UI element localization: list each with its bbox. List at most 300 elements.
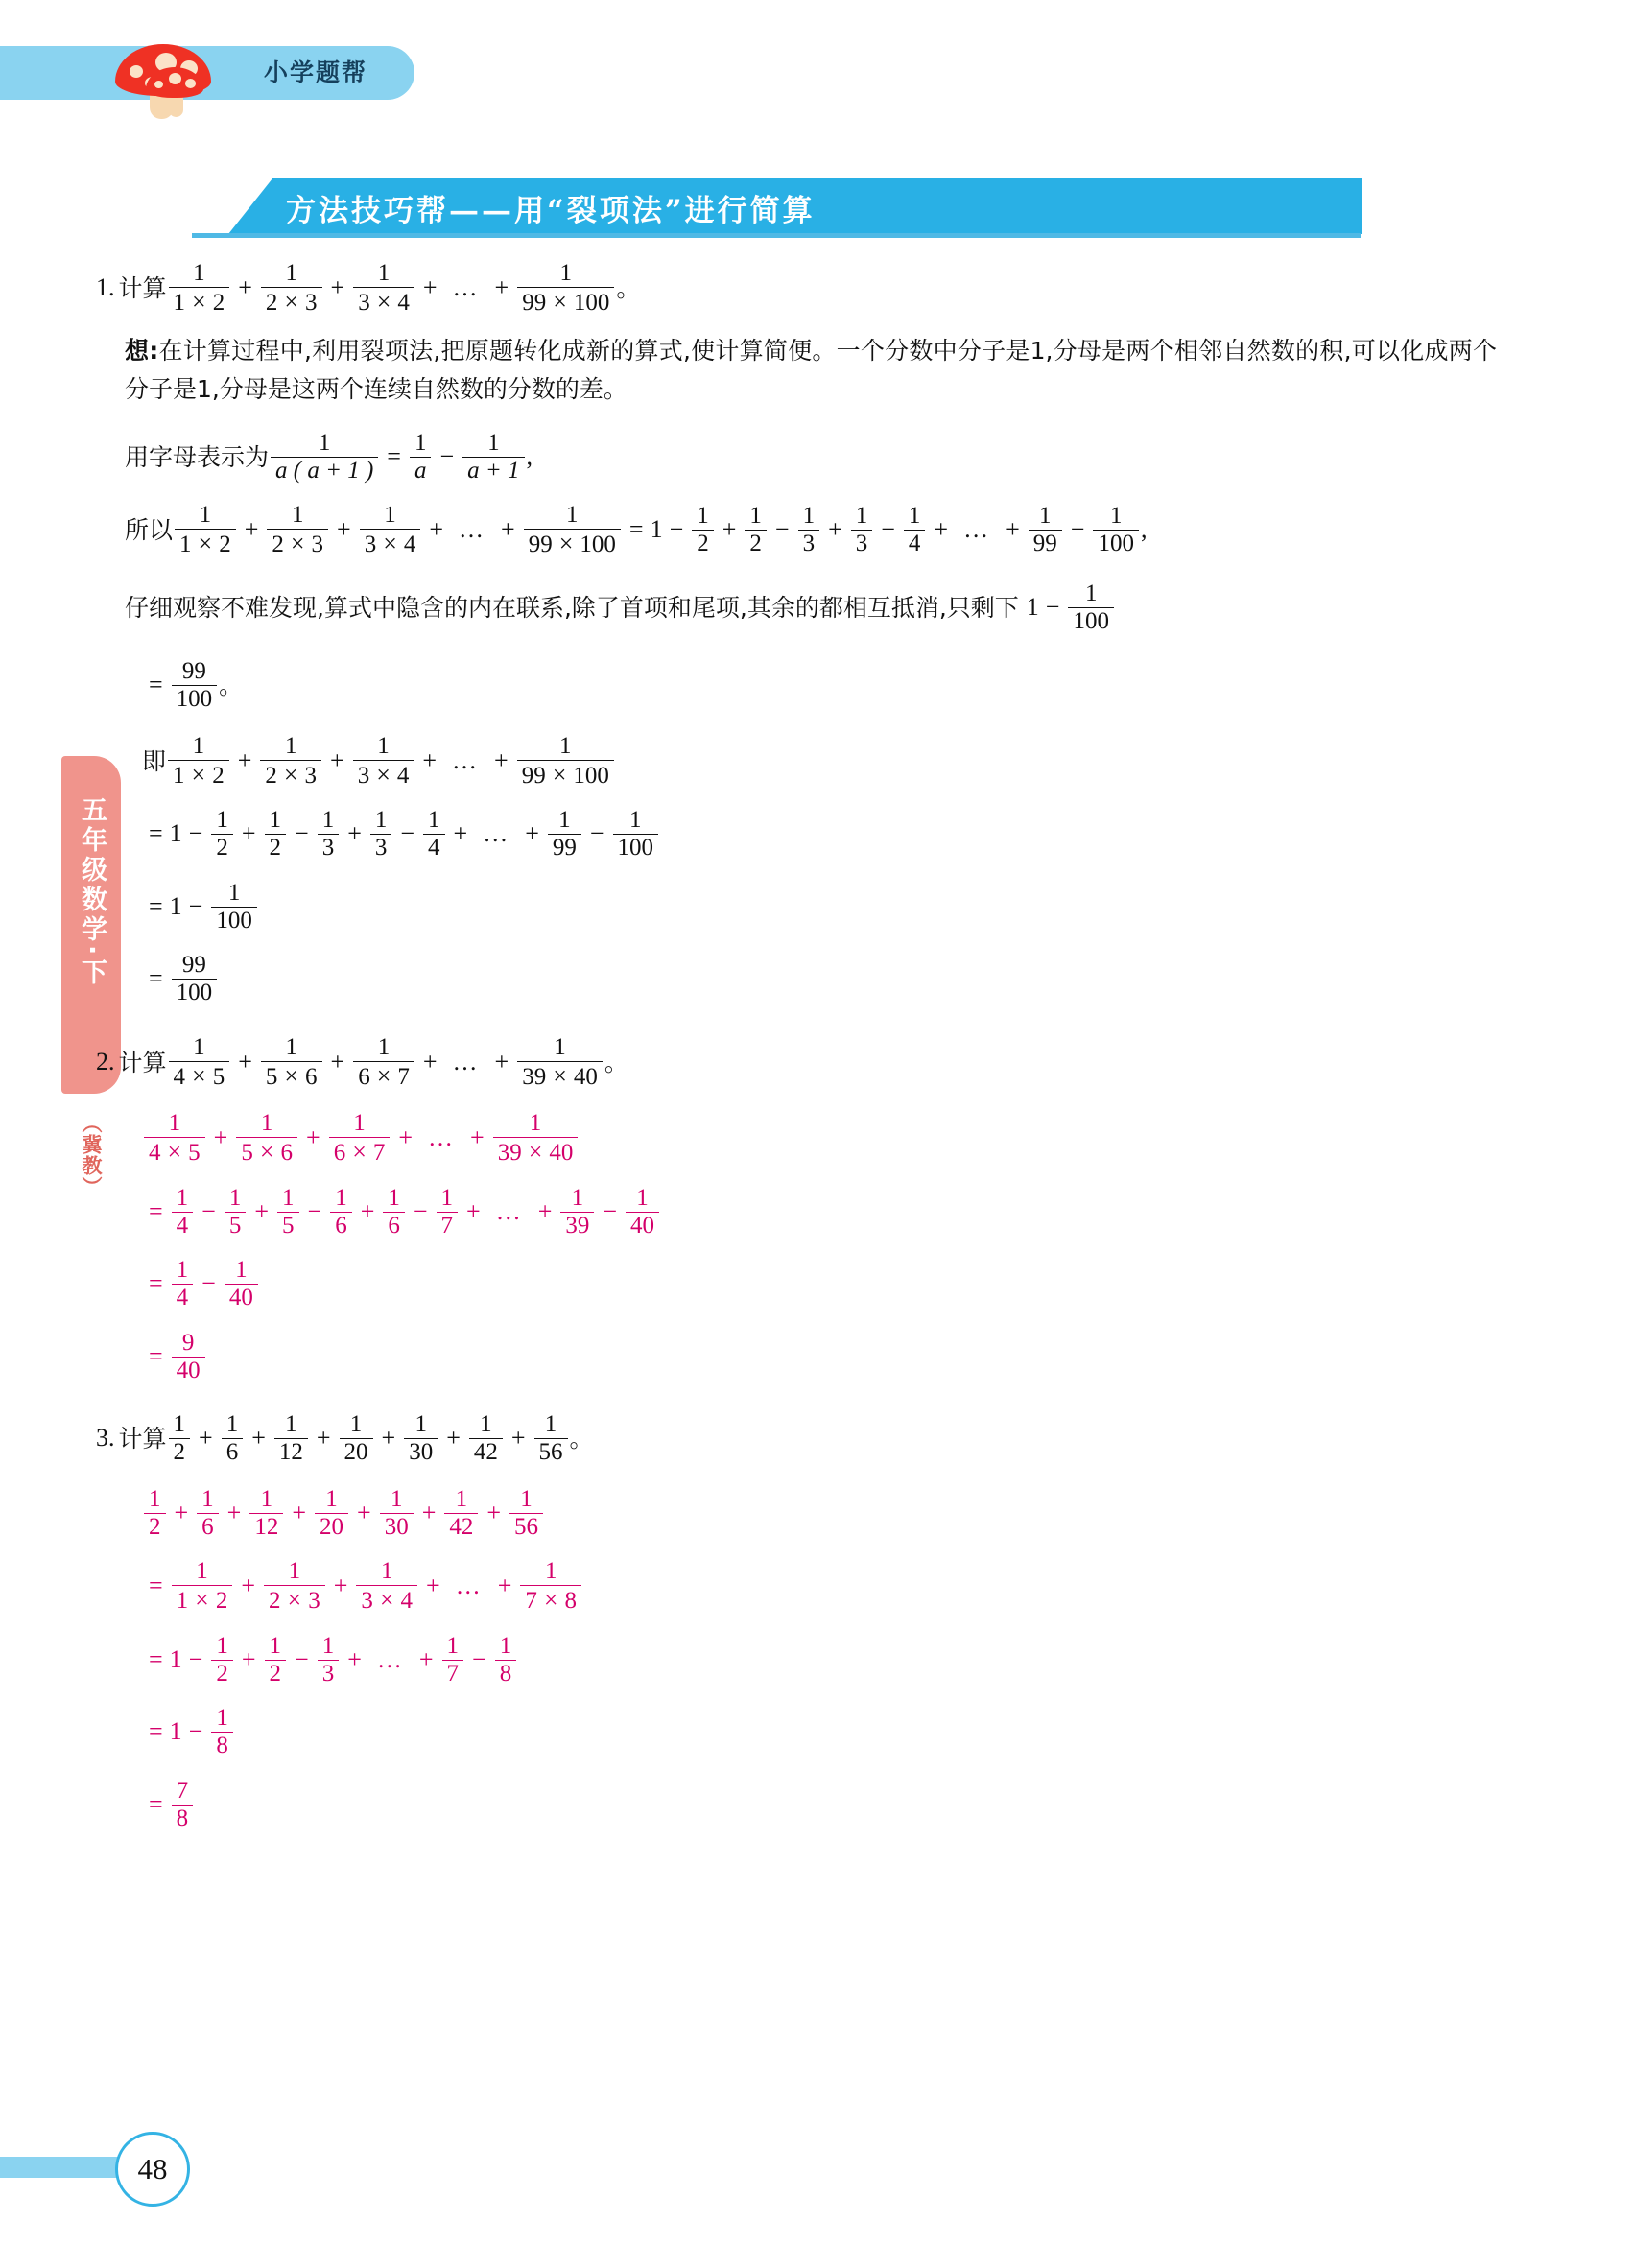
den-left: 3 (357, 762, 370, 789)
fraction (356, 1559, 417, 1615)
problem-2-answer-line-3 (96, 1258, 1535, 1311)
ellipsis: … (459, 515, 486, 544)
numerator: 9 (181, 1329, 195, 1356)
plus-icon: + (494, 745, 509, 774)
ellipsis: … (495, 1196, 523, 1225)
equals-icon: = (149, 964, 163, 993)
den-left: 2 (272, 532, 284, 558)
numerator: 1 (377, 260, 391, 286)
numerator: 1 (697, 503, 709, 529)
denominator: 56 (534, 1438, 568, 1465)
times-icon: × (195, 1586, 209, 1615)
times-icon: × (191, 760, 206, 789)
plus-icon: + (422, 1047, 438, 1075)
denominator (493, 1137, 579, 1166)
times-icon: × (552, 760, 567, 789)
numerator: 1 (282, 1184, 295, 1211)
denominator (353, 1061, 414, 1090)
denominator: 99 (548, 834, 581, 861)
denominator: 3 (370, 834, 392, 861)
fraction (172, 1258, 194, 1311)
numerator: 1 (440, 1184, 454, 1211)
minus-icon: − (881, 515, 895, 544)
problem-2-prompt: 计算 (118, 1048, 167, 1076)
page-number: 48 (115, 2132, 190, 2207)
sidebar-grade-label: 五年级数学·下 (77, 796, 107, 989)
denominator (261, 1061, 322, 1090)
denominator (353, 760, 414, 789)
numerator: 1 (201, 1485, 214, 1512)
term-one: 1 (169, 819, 182, 848)
plus-icon: + (453, 819, 468, 848)
problem-1-statement (96, 261, 1535, 317)
denominator: a ( a + 1 ) (271, 457, 378, 484)
numerator: 1 (380, 1558, 393, 1584)
numerator: 99 (181, 952, 206, 978)
equals-icon: = (149, 819, 163, 848)
numerator: 1 (192, 732, 205, 759)
plus-icon: + (934, 515, 949, 544)
minus-icon: − (439, 441, 455, 470)
den-right: 5 (212, 1063, 225, 1090)
minus-icon: − (201, 1269, 216, 1298)
times-icon: × (528, 1138, 543, 1167)
plus-icon: + (828, 515, 842, 544)
fraction (360, 503, 421, 558)
fraction (172, 659, 218, 713)
problem-3-answer-line-4 (96, 1706, 1535, 1760)
problem-2-answer-line-1 (96, 1111, 1535, 1167)
term-one: 1 (169, 1644, 182, 1673)
numerator: 1 (149, 1485, 161, 1512)
plus-icon: + (251, 1424, 266, 1453)
plus-icon: + (337, 515, 351, 544)
ellipsis: … (376, 1644, 404, 1673)
den-left: 4 (173, 1063, 186, 1090)
den-right: 4 (400, 1588, 414, 1615)
numerator: 1 (216, 1705, 228, 1731)
plus-icon: + (497, 1571, 512, 1600)
numerator: 1 (228, 1184, 242, 1211)
denominator (144, 1137, 205, 1166)
term-one: 1 (169, 891, 182, 920)
numerator: 1 (196, 1558, 208, 1584)
mushroom-dot (169, 73, 181, 84)
den-right: 100 (580, 532, 616, 558)
plus-icon: + (244, 515, 259, 544)
den-right: 100 (573, 290, 610, 317)
ellipsis: … (452, 273, 480, 302)
times-icon: × (192, 1061, 206, 1090)
den-left: 4 (149, 1140, 161, 1167)
plus-icon: + (418, 1644, 434, 1673)
fraction (318, 808, 340, 862)
plus-icon: + (292, 1498, 307, 1526)
denominator: 3 (318, 1660, 340, 1687)
equals-icon: = (149, 1571, 163, 1600)
numerator: 1 (749, 503, 762, 529)
numerator: 1 (374, 807, 388, 833)
problem-1-therefore-line (96, 503, 1535, 558)
denominator: 7 (437, 1212, 459, 1239)
plus-icon: + (241, 1644, 256, 1673)
fraction (517, 734, 614, 790)
plus-icon: + (357, 1498, 371, 1526)
numerator: 1 (285, 1033, 297, 1060)
numerator: 1 (384, 502, 396, 528)
fraction (904, 504, 926, 557)
fraction (462, 431, 524, 484)
problem-1-result-line (96, 659, 1535, 713)
problem-2 (96, 1035, 1535, 1384)
ellipsis: … (452, 1047, 480, 1075)
denominator: 4 (172, 1284, 194, 1311)
denominator (169, 287, 230, 316)
equals-icon: = (149, 891, 163, 920)
denominator: 2 (692, 530, 714, 556)
numerator: 1 (260, 1485, 273, 1512)
den-left: 1 (179, 532, 192, 558)
numerator: 99 (181, 658, 206, 684)
letter-label: 用字母表示为 (125, 442, 270, 471)
problem-2-answer-line-2 (96, 1186, 1535, 1240)
denominator: 8 (172, 1805, 194, 1831)
denominator (517, 1061, 603, 1090)
numerator: 1 (349, 1411, 363, 1437)
fraction (318, 1634, 340, 1688)
denominator: 100 (1093, 530, 1139, 556)
numerator: 1 (414, 1411, 427, 1437)
fraction (265, 1634, 287, 1688)
term-one: 1 (1026, 592, 1039, 621)
numerator: 1 (629, 807, 642, 833)
denominator (175, 529, 236, 557)
den-right: 5 (188, 1140, 201, 1167)
fraction (261, 261, 322, 317)
plus-icon: + (525, 819, 539, 848)
denominator: 40 (172, 1357, 205, 1383)
equals-icon: = (149, 1789, 163, 1818)
den-left: 3 (358, 290, 370, 317)
plus-icon: + (213, 1123, 228, 1152)
fraction (330, 1186, 352, 1240)
plus-icon: + (238, 273, 252, 302)
equals-icon: = (149, 1717, 163, 1746)
times-icon: × (198, 530, 213, 558)
plus-icon: + (494, 273, 509, 302)
den-left: 99 (528, 532, 553, 558)
mushroom-dot (154, 81, 163, 88)
numerator: 1 (487, 429, 500, 456)
numerator: 1 (802, 503, 816, 529)
den-right: 7 (372, 1140, 386, 1167)
times-icon: × (284, 288, 299, 317)
numerator: 1 (636, 1184, 649, 1211)
minus-icon: − (295, 819, 309, 848)
problem-1-answer-line-1 (96, 734, 1535, 790)
plus-icon: + (333, 1571, 348, 1600)
denominator: 3 (851, 530, 873, 556)
minus-icon: − (589, 819, 604, 848)
times-icon: × (543, 1586, 558, 1615)
denominator: 100 (172, 979, 218, 1005)
fraction (509, 1487, 543, 1541)
numerator: 1 (291, 502, 304, 528)
denominator (168, 760, 229, 789)
plus-icon: + (510, 1424, 526, 1453)
denominator: 2 (211, 834, 233, 861)
times-icon: × (259, 1138, 274, 1167)
brand-title: 小学题帮 (264, 59, 368, 86)
den-left: 99 (521, 762, 546, 789)
den-left: 1 (173, 762, 185, 789)
problem-1-letter-formula-line (96, 431, 1535, 484)
fraction (353, 734, 414, 790)
think-line-2: 是两个相邻自然数的积,可以化成两个分子是1,分母是这两个连续自然数的分数的差。 (125, 336, 1498, 403)
denominator: 8 (211, 1732, 233, 1759)
denominator: a + 1 (462, 457, 524, 484)
problem-1-number: 1. (96, 273, 115, 302)
minus-icon: − (400, 819, 415, 848)
fraction (236, 1111, 297, 1167)
think-label: 想: (125, 336, 159, 365)
denominator: 100 (172, 685, 218, 712)
plus-icon: + (398, 1123, 414, 1152)
numerator: 1 (199, 502, 212, 528)
therefore-label: 所以 (125, 516, 174, 544)
plus-icon: + (446, 1424, 461, 1453)
page-content (96, 261, 1535, 1837)
numerator: 1 (353, 1110, 366, 1136)
denominator (517, 760, 614, 789)
numerator: 1 (554, 1033, 566, 1060)
den-left: 1 (173, 290, 186, 317)
fraction (517, 1035, 603, 1091)
numerator: 1 (325, 1485, 338, 1512)
mushroom-small-icon (146, 59, 207, 109)
denominator: 4 (423, 834, 445, 861)
den-right: 2 (215, 1588, 228, 1615)
plus-icon: + (174, 1498, 189, 1526)
minus-icon: − (603, 1196, 618, 1225)
times-icon: × (376, 288, 391, 317)
den-right: 8 (564, 1588, 578, 1615)
denominator (236, 1137, 297, 1166)
plus-icon: + (422, 273, 438, 302)
observe-text: 仔细观察不难发现,算式中隐含的内在联系,除了首项和尾项,其余的都相互抵消,只剩下 (125, 593, 1019, 622)
denominator: 30 (404, 1438, 438, 1465)
plus-icon: + (1006, 515, 1020, 544)
numerator: 1 (559, 732, 572, 759)
fraction (353, 1035, 414, 1091)
times-icon: × (558, 530, 574, 558)
minus-icon: − (307, 1196, 322, 1225)
plus-icon: + (347, 819, 362, 848)
numerator: 1 (544, 1558, 557, 1584)
sentence-end: 。 (219, 672, 244, 699)
numerator: 1 (173, 1411, 186, 1437)
denominator: 6 (330, 1212, 352, 1239)
denominator (264, 1585, 325, 1614)
minus-icon: − (774, 515, 790, 544)
numerator: 1 (216, 1632, 228, 1659)
den-right: 4 (403, 532, 416, 558)
denominator (172, 1585, 233, 1614)
denominator: 20 (340, 1438, 373, 1465)
denominator: 2 (265, 834, 287, 861)
plus-icon: + (494, 1047, 509, 1075)
numerator: 1 (377, 1033, 391, 1060)
fraction (520, 1559, 581, 1615)
denominator (261, 287, 322, 316)
think-line-1: 在计算过程中,利用裂项法,把原题转化成新的算式,使计算简便。一个分数中分子是1,分母 (158, 336, 1102, 365)
fraction (404, 1412, 438, 1466)
problem-3 (96, 1412, 1535, 1831)
fraction (274, 1412, 308, 1466)
equals-icon: = (149, 1644, 163, 1673)
denominator: 5 (277, 1212, 299, 1239)
plus-icon: + (238, 1047, 252, 1075)
ellipsis: … (963, 515, 991, 544)
fraction (169, 261, 230, 317)
fraction (169, 1035, 230, 1091)
denominator: 6 (222, 1438, 244, 1465)
denominator (267, 529, 328, 557)
numerator: 1 (176, 1257, 189, 1283)
minus-icon: − (1070, 515, 1085, 544)
problem-1-observe-line (96, 581, 1535, 635)
fraction (175, 503, 236, 558)
numerator: 1 (335, 1184, 347, 1211)
times-icon: × (283, 760, 298, 789)
denominator (517, 287, 614, 316)
numerator: 1 (529, 1110, 542, 1136)
equals-icon: = (149, 1341, 163, 1370)
fraction (144, 1111, 205, 1167)
numerator: 7 (176, 1777, 189, 1804)
fraction (517, 261, 614, 317)
problem-1-answer-line-2 (96, 808, 1535, 862)
denominator: 100 (613, 834, 659, 861)
term-one: 1 (169, 1717, 182, 1746)
numerator: 1 (227, 879, 241, 906)
plus-icon: + (241, 1571, 256, 1600)
den-right: 6 (305, 1063, 318, 1090)
term-one: 1 (650, 515, 663, 544)
problem-1-answer-line-4 (96, 953, 1535, 1006)
fraction (172, 1186, 194, 1240)
minus-icon: − (669, 515, 684, 544)
numerator: 1 (480, 1411, 492, 1437)
den-right: 3 (308, 1588, 320, 1615)
den-right: 100 (573, 762, 609, 789)
problem-2-number: 2. (96, 1047, 115, 1075)
fraction (271, 431, 378, 484)
den-left: 2 (269, 1588, 281, 1615)
denominator: 3 (798, 530, 820, 556)
den-right: 2 (219, 532, 231, 558)
denominator: 2 (211, 1660, 233, 1687)
numerator: 1 (855, 503, 868, 529)
sidebar-edition-label: （冀教） (80, 1113, 103, 1197)
section-title-text: 方法技巧帮——用“裂项法”进行简算 (286, 194, 816, 228)
minus-icon: − (188, 819, 203, 848)
denominator (329, 1137, 391, 1166)
fraction (260, 734, 321, 790)
denominator: 99 (1029, 530, 1062, 556)
problem-1-answer-line-3 (96, 881, 1535, 934)
times-icon: × (376, 760, 391, 789)
problem-3-number: 3. (96, 1424, 115, 1453)
minus-icon: − (188, 891, 203, 920)
den-left: 7 (525, 1588, 537, 1615)
numerator: 1 (455, 1485, 468, 1512)
fraction (613, 808, 659, 862)
sentence-end: 。 (616, 274, 641, 302)
fraction (172, 1559, 233, 1615)
den-left: 6 (358, 1063, 370, 1090)
den-left: 6 (333, 1140, 346, 1167)
plus-icon: + (360, 1196, 375, 1225)
problem-2-statement (96, 1035, 1535, 1091)
den-right: 3 (311, 532, 324, 558)
fraction (495, 1634, 517, 1688)
problem-2-answer-line-4 (96, 1331, 1535, 1384)
den-right: 40 (573, 1063, 598, 1090)
numerator: 1 (284, 732, 297, 759)
times-icon: × (376, 1061, 391, 1090)
fraction (1068, 581, 1114, 635)
denominator: 3 (318, 834, 340, 861)
den-left: 3 (364, 532, 377, 558)
numerator: 1 (193, 1033, 205, 1060)
ellipsis: … (428, 1123, 456, 1152)
times-icon: × (553, 1061, 567, 1090)
fraction (383, 1186, 405, 1240)
denominator: 100 (211, 907, 257, 933)
fraction (197, 1487, 219, 1541)
plus-icon: + (381, 1424, 396, 1453)
fraction (315, 1487, 348, 1541)
denominator: 100 (1068, 607, 1114, 634)
denominator (520, 1585, 581, 1614)
plus-icon: + (306, 1123, 320, 1152)
den-left: 1 (176, 1588, 189, 1615)
denominator: 4 (172, 1212, 194, 1239)
numerator: 1 (544, 1411, 557, 1437)
numerator: 1 (260, 1110, 273, 1136)
fraction (493, 1111, 579, 1167)
times-icon: × (352, 1138, 367, 1167)
fraction (423, 808, 445, 862)
sentence-end: 。 (569, 1425, 594, 1453)
den-right: 3 (305, 290, 318, 317)
plus-icon: + (486, 1498, 502, 1526)
numerator: 1 (216, 807, 228, 833)
equals-icon: = (149, 1196, 163, 1225)
numerator: 1 (414, 429, 427, 456)
problem-3-answer-line-5 (96, 1779, 1535, 1832)
denominator: 7 (442, 1660, 464, 1687)
numerator: 1 (176, 1184, 189, 1211)
times-icon: × (379, 1586, 394, 1615)
times-icon: × (287, 1586, 302, 1615)
denominator: 42 (469, 1438, 503, 1465)
denominator: 6 (197, 1513, 219, 1540)
fraction (277, 1186, 299, 1240)
denominator: 2 (745, 530, 767, 556)
numerator: 1 (908, 503, 921, 529)
